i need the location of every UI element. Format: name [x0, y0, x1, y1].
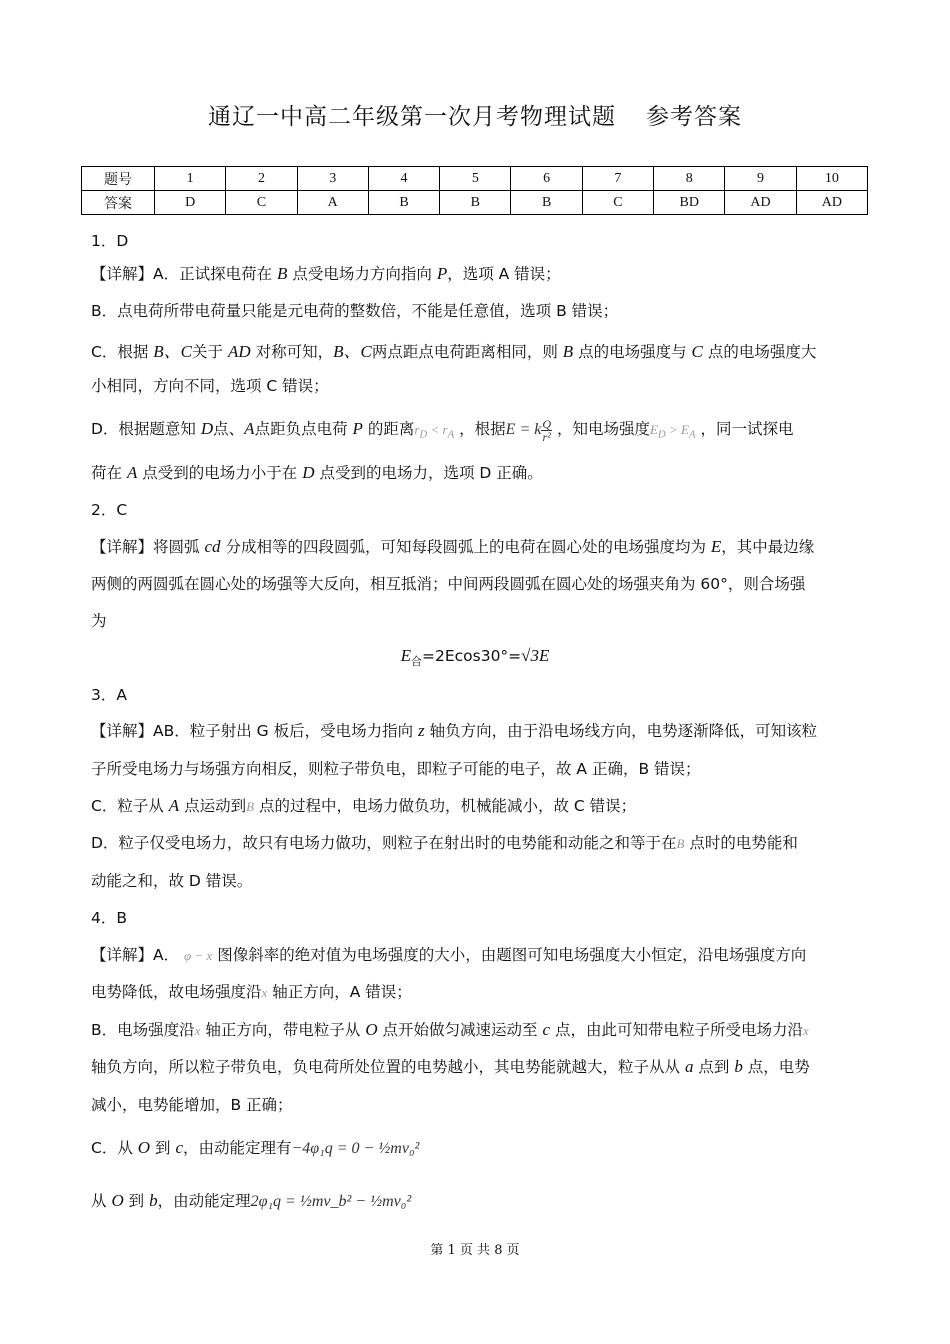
table-cell: 1 — [155, 167, 226, 191]
q1-option-b: B．点电荷所带电荷量只能是元电荷的整数倍，不能是任意值，选项 B 错误； — [91, 302, 619, 320]
table-cell: 6 — [511, 167, 582, 191]
table-cell: 7 — [582, 167, 653, 191]
q1-option-c-line2: 小相同，方向不同，选项 C 错误； — [91, 377, 329, 395]
table-cell: 4 — [368, 167, 439, 191]
q2-line2: 两侧的两圆弧在圆心处的场强等大反向，相互抵消；中间两段圆弧在圆心处的场强夹角为 60°，则合场强 — [91, 575, 806, 593]
table-cell: A — [297, 191, 368, 215]
q3-line2: 子所受电场力与场强方向相反，则粒子带负电，即粒子可能的电子，故 A 正确，B 错误； — [91, 760, 701, 778]
table-cell: AD — [796, 191, 867, 215]
q1-option-d-line1: D．根据题意知 D点、A点距负点电荷 P 的距离$r_D < r_A$ ，根据E = k $\frac{Q}{\text{r²}}$ ，知电场强度$E_D > E_A$ ，同一试探电 — [91, 416, 794, 444]
q3-line1: 【详解】AB．粒子射出 G 板后，受电场力指向 z 轴负方向，由于沿电场线方向，电势逐渐降低，可知该粒 — [91, 721, 818, 740]
q2-line1: 【详解】将圆弧 cd 分成相等的四段圆弧，可知每段圆弧上的电荷在圆心处的电场强度均为 E，其中最边缘 — [91, 537, 815, 556]
table-cell: 9 — [725, 167, 796, 191]
table-row — [82, 191, 868, 215]
math-inequality-e: $E_D > E_A$ — [649, 422, 696, 441]
page-footer: 第 1 页 共 8 页 — [430, 1243, 520, 1258]
table-cell: D — [155, 191, 226, 215]
table-cell: 答案 — [82, 191, 155, 215]
table-cell: B — [368, 191, 439, 215]
table-cell: 5 — [440, 167, 511, 191]
q4-option-a-line2: 电势降低，故电场强度沿x 轴正方向，A 错误； — [91, 983, 412, 1001]
table-cell: 3 — [297, 167, 368, 191]
q1-option-a: 【详解】A．正试探电荷在 B 点受电场力方向指向 P，选项 A 错误； — [91, 264, 561, 283]
page-title — [0, 98, 950, 131]
title-main: 通辽一中高二年级第一次月考物理试题 — [208, 104, 616, 130]
table-cell: C — [582, 191, 653, 215]
q2-formula: $E_合=2Ecos30^\circ=√3E$ — [400, 646, 550, 669]
table-cell: 10 — [796, 167, 867, 191]
q2-line3: 为 — [91, 612, 107, 630]
table-row — [82, 167, 868, 191]
q1-heading: 1．D — [91, 232, 129, 250]
q3-option-d-line2: 动能之和，故 D 错误。 — [91, 872, 253, 890]
q4-option-b-line3: 减小，电势能增加，B 正确； — [91, 1096, 293, 1114]
table-cell: AD — [725, 191, 796, 215]
math-coulomb-formula: E = k $\frac{Q}{\text{r²}}$ — [505, 416, 552, 444]
table-cell: C — [226, 191, 297, 215]
q4-option-b-line2: 轴负方向，所以粒子带负电，负电荷所处位置的电势越小，其电势能就越大，粒子从从 a 点到 b 点，电势 — [91, 1057, 810, 1076]
math-energy-equation-1: −4φ₁q = 0 − ½mv₀² — [291, 1140, 420, 1157]
answer-table — [81, 166, 868, 215]
title-sub: 参考答案 — [646, 104, 742, 130]
table-cell: B — [511, 191, 582, 215]
q3-option-c: C．粒子从 A 点运动到B 点的过程中，电场力做负功，机械能减小，故 C 错误； — [91, 796, 637, 815]
q1-option-c-line1: C．根据 B、C关于 AD 对称可知，B、C两点距点电荷距离相同，则 B 点的电场强度与 C 点的电场强度大 — [91, 342, 817, 361]
math-inequality-r: $r_D < r_A$ — [414, 422, 455, 441]
table-cell: BD — [654, 191, 725, 215]
table-cell: B — [440, 191, 511, 215]
q1-option-d-line2: 荷在 A 点受到的电场力小于在 D 点受到的电场力，选项 D 正确。 — [91, 463, 543, 482]
q4-option-a-line1: 【详解】A． φ − x 图像斜率的绝对值为电场强度的大小，由题图可知电场强度大小恒定，沿电场强度方向 — [91, 946, 807, 964]
q3-option-d-line1: D．粒子仅受电场力，故只有电场力做功，则粒子在射出时的电势能和动能之和等于在B 点时的电势能和 — [91, 834, 798, 852]
table-cell: 题号 — [82, 167, 155, 191]
math-energy-equation-2: 2φ₁q = ½mv_b² − ½mv₀² — [250, 1193, 412, 1210]
q4-option-c-line1: C．从 O 到 c，由动能定理有−4φ₁q = 0 − ½mv₀² — [91, 1138, 420, 1157]
table-cell: 2 — [226, 167, 297, 191]
q3-heading: 3．A — [91, 686, 127, 704]
table-cell: 8 — [654, 167, 725, 191]
q2-heading: 2．C — [91, 501, 128, 519]
q4-heading: 4．B — [91, 909, 127, 927]
q4-option-b-line1: B．电场强度沿x 轴正方向，带电粒子从 O 点开始做匀减速运动至 c 点，由此可知带电粒子所受电场力沿x — [91, 1020, 809, 1039]
q4-option-c-line2: 从 O 到 b，由动能定理2φ₁q = ½mv_b² − ½mv₀² — [91, 1191, 412, 1210]
